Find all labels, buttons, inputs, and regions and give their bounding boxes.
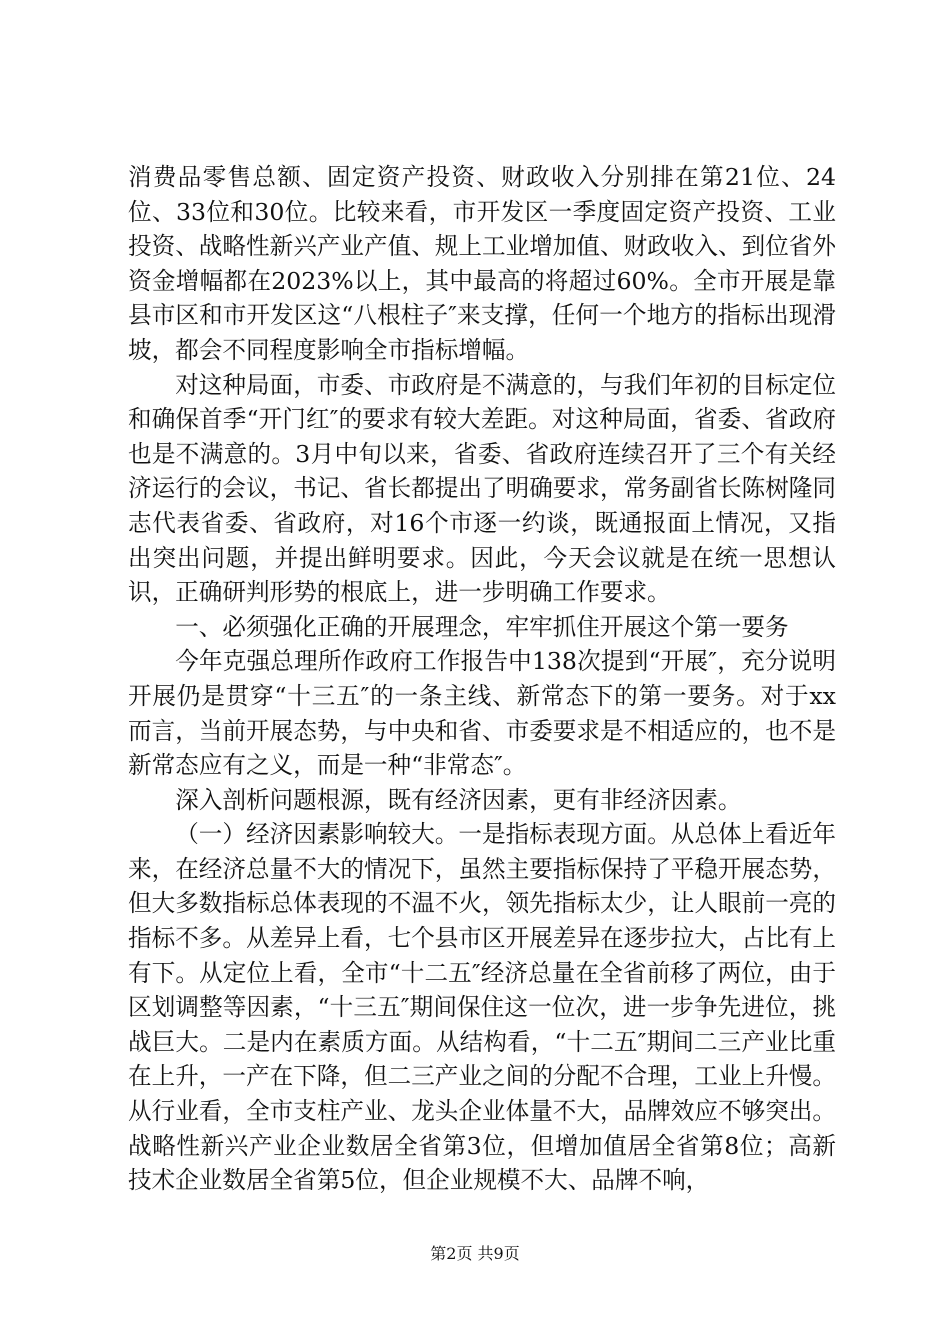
paragraph: 今年克强总理所作政府工作报告中138次提到“开展″，充分说明开展仍是贯穿“十三五″的一条主线、新常态下的第一要务。对于xx而言，当前开展态势，与中央和省、市委要求是不相适应的，也不是新常态应有之义，而是一种“非常态″。 bbox=[128, 647, 836, 780]
page-number: 第2页 共9页 bbox=[430, 1244, 520, 1263]
paragraph: 对这种局面，市委、市政府是不满意的，与我们年初的目标定位和确保首季“开门红″的要求有较大差距。对这种局面，省委、省政府也是不满意的。3月中旬以来，省委、省政府连续召开了三个有关经济运行的会议，书记、省长都提出了明确要求，常务副省长陈树隆同志代表省委、省政府，对16个市逐一约谈，既通报面上情况，又指出突出问题，并提出鲜明要求。因此，今天会议就是在统一思想认识，正确研判形势的根底上，进一步明确工作要求。 bbox=[128, 370, 836, 607]
paragraph: 深入剖析问题根源，既有经济因素，更有非经济因素。 bbox=[175, 785, 742, 814]
paragraph: （一）经济因素影响较大。一是指标表现方面。从总体上看近年来，在经济总量不大的情况下，虽然主要指标保持了平稳开展态势，但大多数指标总体表现的不温不火，领先指标太少，让人眼前一亮的指标不多。从差异上看，七个县市区开展差异在逐步拉大，占比有上有下。从定位上看，全市“十二五″经济总量在全省前移了两位，由于区划调整等因素，“十三五″期间保住这一位次，进一步争先进位，挑战巨大。二是内在素质方面。从结构看，“十二五″期间二三产业比重在上升，一产在下降，但二三产业之间的分配不合理，工业上升慢。从行业看，全市支柱产业、龙头企业体量不大，品牌效应不够突出。战略性新兴产业企业数居全省第3位，但增加值居全省第8位；高新技术企业数居全省第5位，但企业规模不大、品牌不响， bbox=[128, 820, 836, 1195]
page-footer bbox=[0, 1244, 950, 1264]
paragraph-continued: 消费品零售总额、固定资产投资、财政收入分别排在第21位、24位、33位和30位。比较来看，市开发区一季度固定资产投资、工业投资、战略性新兴产业产值、规上工业增加值、财政收入、到位省外资金增幅都在2023%以上，其中最高的将超过60%。全市开展是靠县市区和市开发区这“八根柱子″来支撑，任何一个地方的指标出现滑坡，都会不同程度影响全市指标增幅。 bbox=[128, 163, 836, 364]
section-heading: 一、必须强化正确的开展理念，牢牢抓住开展这个第一要务 bbox=[175, 612, 789, 641]
body-text bbox=[128, 160, 836, 1198]
